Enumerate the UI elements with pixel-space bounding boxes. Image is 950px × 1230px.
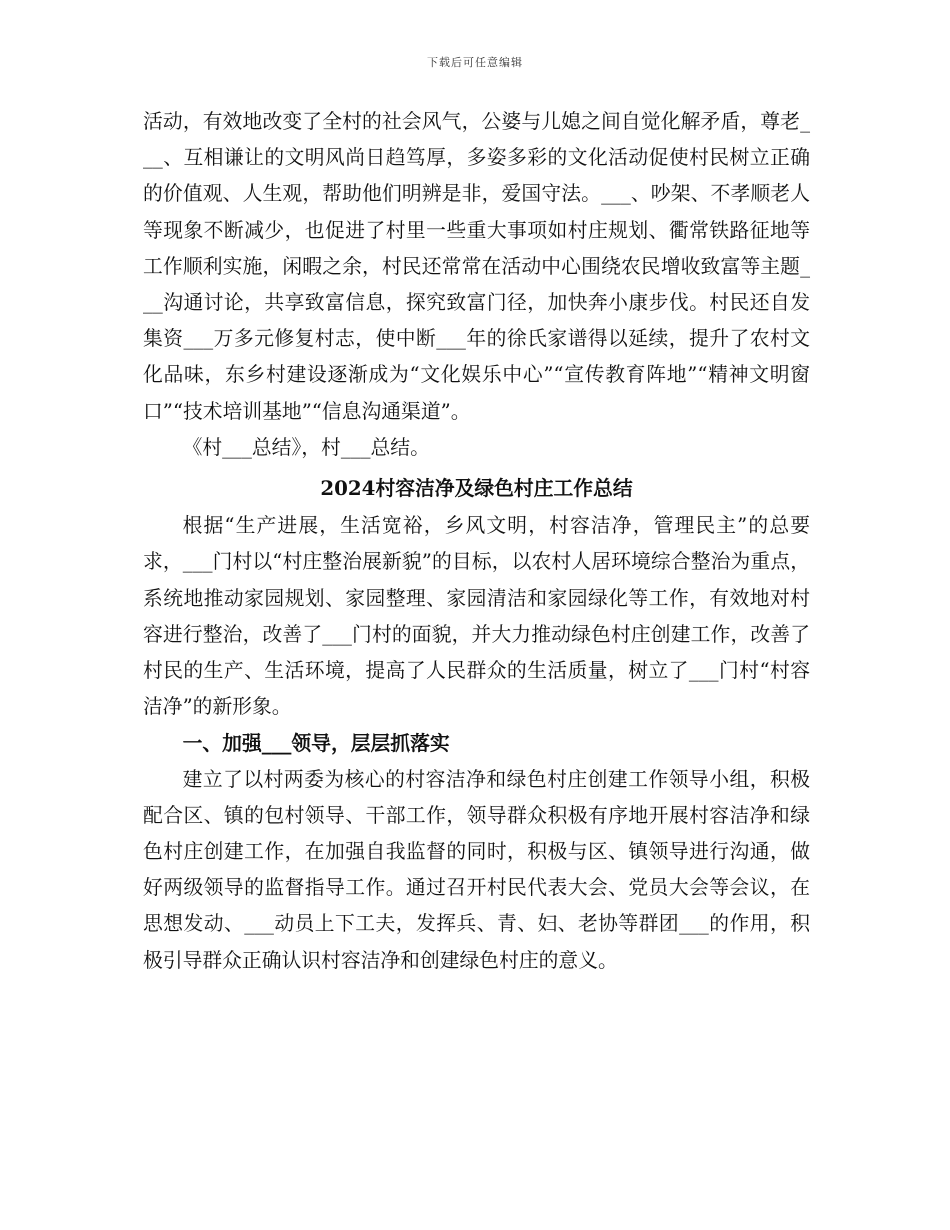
paragraph-2: 建立了以村两委为核心的村容洁净和绿色村庄创建工作领导小组，积极配合区、镇的包村领导、干部工作，领导群众积极有序地开展村容洁净和绿色村庄创建工作，在加强自我监督的同时，积极与区、镇领导进行沟通，做好两级领导的监督指导工作。通过召开村民代表大会、党员大会等会议，在思想发动、___动员上下工夫，发挥兵、青、妇、老协等群团___的作用，积极引导群众正确认识村容洁净和创建绿色村庄的意义。 bbox=[143, 767, 810, 972]
document-body bbox=[143, 104, 810, 979]
document-title: 2024村容洁净及绿色村庄工作总结 bbox=[320, 476, 633, 501]
paragraph-1: 根据“生产进展，生活宽裕，乡风文明，村容洁净，管理民主”的总要求，___门村以“村庄整治展新貌”的目标，以农村人居环境综合整治为重点，系统地推动家园规划、家园整理、家园清洁和家园绿化等工作，有效地对村容进行整治，改善了___门村的面貌，并大力推动绿色村庄创建工作，改善了村民的生产、生活环境，提高了人民群众的生活质量，树立了___门村“村容洁净”的新形象。 bbox=[143, 514, 810, 719]
section-1-heading: 一、加强___领导，层层抓落实 bbox=[182, 731, 450, 756]
page-header: 下载后可任意编辑 bbox=[427, 56, 523, 69]
intro-paragraph: 活动，有效地改变了全村的社会风气，公婆与儿媳之间自觉化解矛盾，尊老___、互相谦让的文明风尚日趋笃厚，多姿多彩的文化活动促使村民树立正确的价值观、人生观，帮助他们明辨是非，爱国守法。___、吵架、不孝顺老人等现象不断减少，也促进了村里一些重大事项如村庄规划、衢常铁路征地等工作顺利实施，闲暇之余，村民还常常在活动中心围绕农民增收致富等主题___沟通讨论，共享致富信息，探究致富门径，加快奔小康步伐。村民还自发集资___万多元修复村志，使中断___年的徐氏家谱得以延续，提升了农村文化品味，东乡村建设逐渐成为“文化娱乐中心”“宣传教育阵地”“精神文明窗口”“技术培训基地”“信息沟通渠道”。 bbox=[143, 110, 810, 423]
closing-line: 《村___总结》，村___总结。 bbox=[182, 435, 430, 459]
